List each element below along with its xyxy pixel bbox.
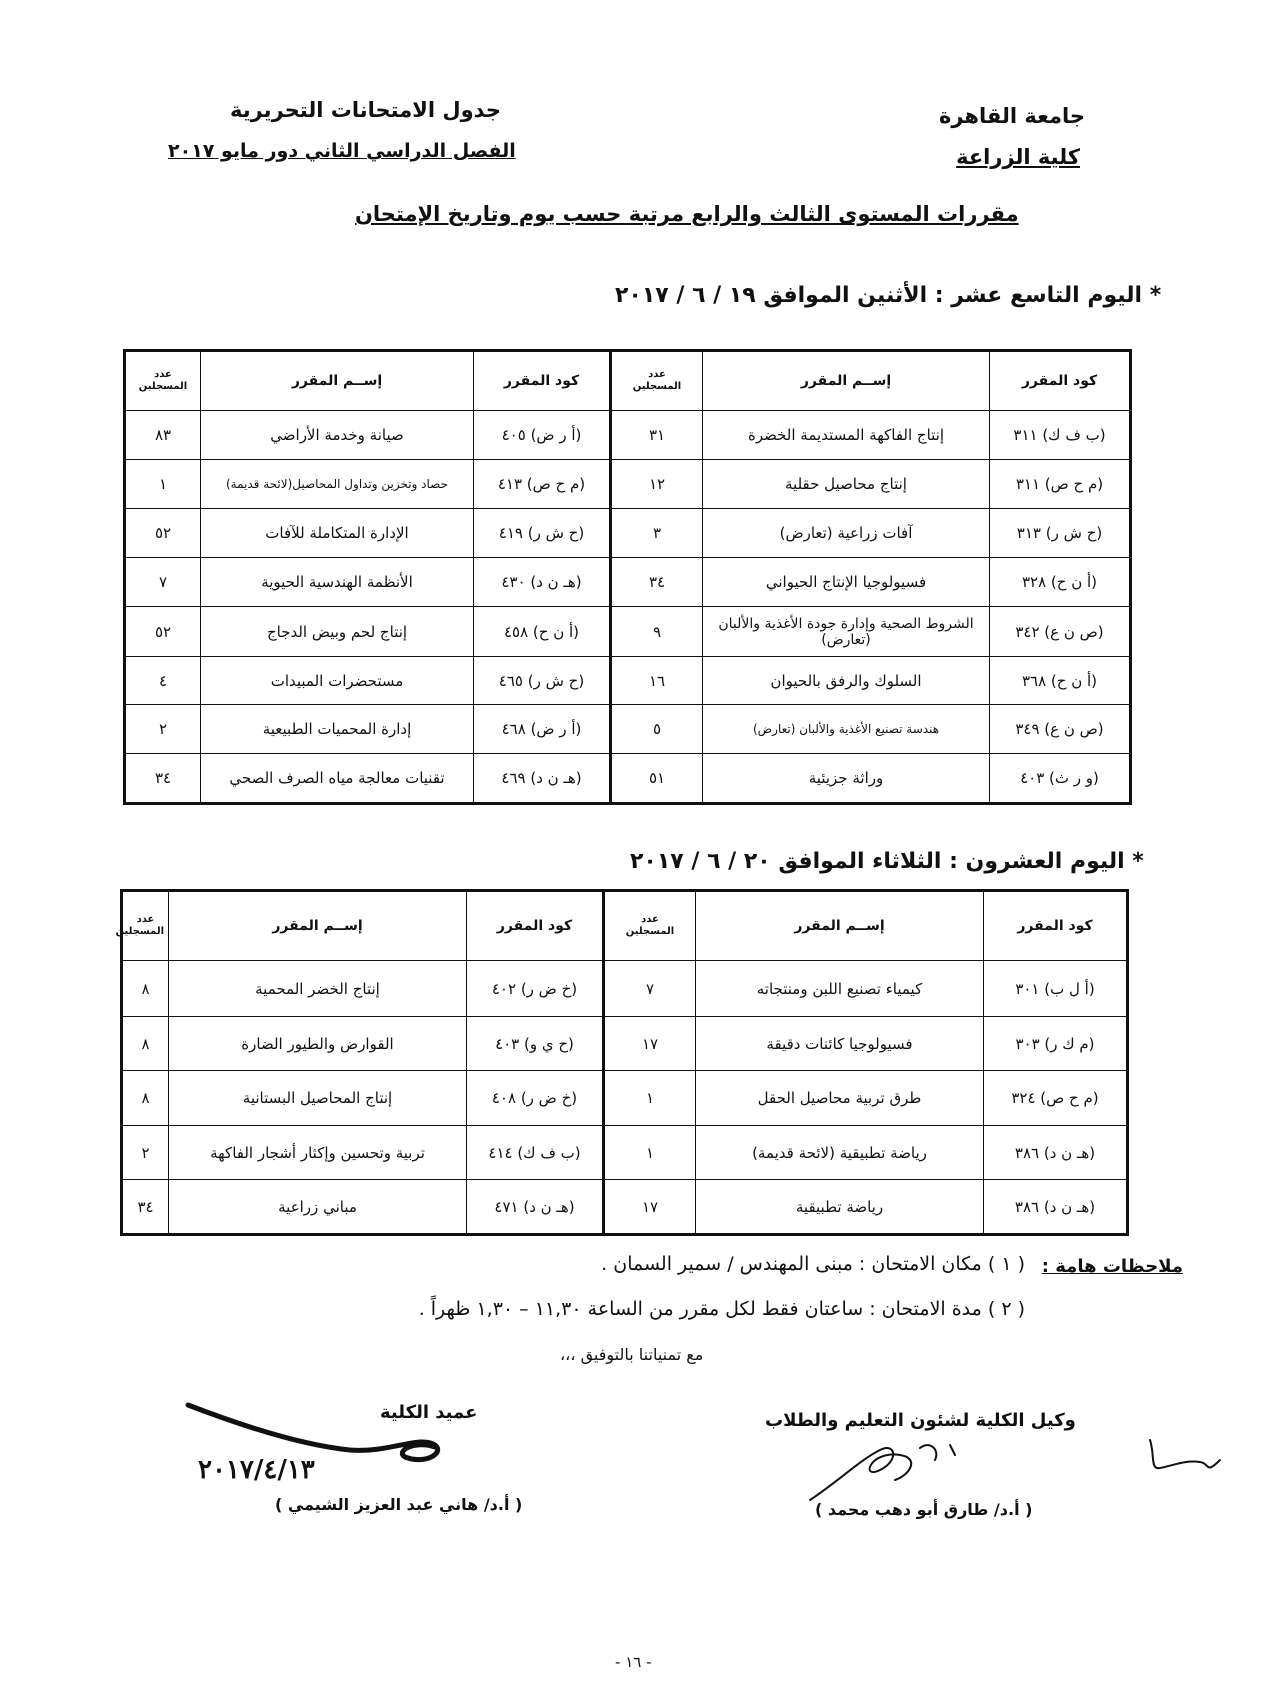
day2-title: * اليوم العشرون : الثلاثاء الموافق ٢٠ / ٦ / ٢٠١٧ — [630, 849, 1144, 874]
table-row — [125, 509, 1131, 558]
enrolled-count: ٣١ — [611, 411, 703, 460]
course-name: إنتاج لحم وبيض الدجاج — [201, 607, 474, 657]
col-count: عدد المسجلين — [604, 891, 696, 961]
table-row — [125, 754, 1131, 804]
notes-label: ملاحظات هامة : — [1041, 1256, 1183, 1277]
enrolled-count: ٤ — [125, 657, 201, 705]
day2-table — [115, 889, 1129, 1236]
faculty-name: كلية الزراعة — [956, 145, 1080, 169]
course-name: تقنيات معالجة مياه الصرف الصحي — [201, 754, 474, 804]
enrolled-count: ٨ — [122, 1017, 169, 1071]
table-row — [125, 705, 1131, 754]
enrolled-count: ٨٣ — [125, 411, 201, 460]
course-name: إنتاج محاصيل حقلية — [703, 460, 990, 509]
col-name: إســم المقرر — [169, 891, 467, 961]
course-name: هندسة تصنيع الأغذية والألبان (تعارض) — [703, 705, 990, 754]
course-code: (أ ن ح) ٣٢٨ — [990, 558, 1131, 607]
initials-signature-icon — [1140, 1430, 1240, 1490]
vice-dean-name: ( أ.د/ طارق أبو دهب محمد ) — [815, 1500, 1033, 1519]
course-name: فسيولوجيا كائنات دقيقة — [696, 1017, 984, 1071]
enrolled-count: ٨ — [122, 1071, 169, 1126]
course-code: (أ ل ب) ٣٠١ — [984, 961, 1128, 1017]
semester-label: الفصل الدراسي الثاني دور مايو ٢٠١٧ — [168, 140, 516, 162]
enrolled-count: ١ — [604, 1126, 696, 1180]
course-name: إنتاج الخضر المحمية — [169, 961, 467, 1017]
course-code: (م ك ر) ٣٠٣ — [984, 1017, 1128, 1071]
course-code: (هـ ن د) ٤٦٩ — [474, 754, 611, 804]
vice-dean-signature-icon — [800, 1430, 980, 1510]
table-row — [122, 1017, 1128, 1071]
course-code: (أ ن ح) ٣٦٨ — [990, 657, 1131, 705]
course-code: (م ح ص) ٤١٣ — [474, 460, 611, 509]
col-code: كود المقرر — [990, 351, 1131, 411]
course-name: طرق تربية محاصيل الحقل — [696, 1071, 984, 1126]
course-code: (هـ ن د) ٣٨٦ — [984, 1126, 1128, 1180]
table-row — [125, 607, 1131, 657]
enrolled-count: ٥١ — [611, 754, 703, 804]
course-name: كيمياء تصنيع اللبن ومنتجاته — [696, 961, 984, 1017]
course-name: إنتاج الفاكهة المستديمة الخضرة — [703, 411, 990, 460]
course-name: مستحضرات المبيدات — [201, 657, 474, 705]
course-name: آفات زراعية (تعارض) — [703, 509, 990, 558]
course-name: تربية وتحسين وإكثار أشجار الفاكهة — [169, 1126, 467, 1180]
course-name: وراثة جزيئية — [703, 754, 990, 804]
enrolled-count: ٢ — [122, 1126, 169, 1180]
enrolled-count: ٩ — [611, 607, 703, 657]
table-row — [125, 460, 1131, 509]
enrolled-count: ٣ — [611, 509, 703, 558]
enrolled-count: ٥ — [611, 705, 703, 754]
course-code: (خ ض ر) ٤٠٢ — [467, 961, 604, 1017]
col-code: كود المقرر — [474, 351, 611, 411]
enrolled-count: ١٧ — [604, 1180, 696, 1235]
day1-table — [123, 349, 1132, 805]
col-code: كود المقرر — [467, 891, 604, 961]
course-code: (ب ف ك) ٣١١ — [990, 411, 1131, 460]
course-name: حصاد وتخزين وتداول المحاصيل(لائحة قديمة) — [201, 460, 474, 509]
course-code: (هـ ن د) ٣٨٦ — [984, 1180, 1128, 1235]
dean-signature-icon — [180, 1395, 480, 1475]
university-name: جامعة القاهرة — [938, 104, 1085, 128]
course-code: (ص ن ع) ٣٤٢ — [990, 607, 1131, 657]
col-count: عدد المسجلين — [125, 351, 201, 411]
col-count: عدد المسجلين — [611, 351, 703, 411]
note-1: ( ١ ) مكان الامتحان : مبنى المهندس / سمير السمان . — [601, 1253, 1025, 1275]
table-row — [122, 1180, 1128, 1235]
course-code: (ص ن ع) ٣٤٩ — [990, 705, 1131, 754]
enrolled-count: ٧ — [125, 558, 201, 607]
col-name: إســم المقرر — [703, 351, 990, 411]
course-code: (خ ض ر) ٤٠٨ — [467, 1071, 604, 1126]
enrolled-count: ١ — [125, 460, 201, 509]
dean-date: ٢٠١٧/٤/١٣ — [198, 1455, 315, 1485]
enrolled-count: ٣٤ — [125, 754, 201, 804]
enrolled-count: ١٦ — [611, 657, 703, 705]
course-code: (ب ف ك) ٤١٤ — [467, 1126, 604, 1180]
col-count: عدد المسجلين — [122, 891, 169, 961]
enrolled-count: ١ — [604, 1071, 696, 1126]
course-name: السلوك والرفق بالحيوان — [703, 657, 990, 705]
schedule-title: جدول الامتحانات التحريرية — [230, 98, 501, 122]
course-code: (م ح ص) ٣٢٤ — [984, 1071, 1128, 1126]
course-name: إدارة المحميات الطبيعية — [201, 705, 474, 754]
enrolled-count: ٥٢ — [125, 607, 201, 657]
course-name: رياضة تطبيقية (لائحة قديمة) — [696, 1126, 984, 1180]
dean-title: عميد الكلية — [380, 1402, 478, 1423]
enrolled-count: ٥٢ — [125, 509, 201, 558]
course-name: الإدارة المتكاملة للآفات — [201, 509, 474, 558]
course-name: فسيولوجيا الإنتاج الحيواني — [703, 558, 990, 607]
course-code: (ح ش ر) ٤١٩ — [474, 509, 611, 558]
enrolled-count: ١٧ — [604, 1017, 696, 1071]
table-row — [122, 961, 1128, 1017]
enrolled-count: ١٢ — [611, 460, 703, 509]
table-row — [122, 1071, 1128, 1126]
course-code: (هـ ن د) ٤٧١ — [467, 1180, 604, 1235]
table-row — [125, 411, 1131, 460]
course-name: القوارض والطيور الضارة — [169, 1017, 467, 1071]
course-name: إنتاج المحاصيل البستانية — [169, 1071, 467, 1126]
vice-dean-title: وكيل الكلية لشئون التعليم والطلاب — [765, 1410, 1076, 1431]
closing-line: مع تمنياتنا بالتوفيق ،،، — [560, 1345, 704, 1364]
enrolled-count: ٣٤ — [611, 558, 703, 607]
note-2: ( ٢ ) مدة الامتحان : ساعتان فقط لكل مقرر من الساعة ١١,٣٠ – ١,٣٠ ظهراً . — [418, 1298, 1025, 1320]
col-name: إســم المقرر — [696, 891, 984, 961]
course-name: الشروط الصحية وإدارة جودة الأغذية والألبان (تعارض) — [703, 607, 990, 657]
course-code: (ح ي و) ٤٠٣ — [467, 1017, 604, 1071]
course-name: مباني زراعية — [169, 1180, 467, 1235]
course-code: (أ ن ح) ٤٥٨ — [474, 607, 611, 657]
course-code: (أ ر ض) ٤٦٨ — [474, 705, 611, 754]
table-row — [125, 558, 1131, 607]
course-code: (و ر ث) ٤٠٣ — [990, 754, 1131, 804]
enrolled-count: ٢ — [125, 705, 201, 754]
enrolled-count: ٧ — [604, 961, 696, 1017]
main-title: مقررات المستوى الثالث والرابع مرتبة حسب يوم وتاريخ الإمتحان — [355, 202, 1019, 226]
course-code: (أ ر ض) ٤٠٥ — [474, 411, 611, 460]
col-code: كود المقرر — [984, 891, 1128, 961]
col-name: إســم المقرر — [201, 351, 474, 411]
course-code: (ح ش ر) ٣١٣ — [990, 509, 1131, 558]
day1-title: * اليوم التاسع عشر : الأثنين الموافق ١٩ / ٦ / ٢٠١٧ — [615, 283, 1162, 308]
table-row — [125, 657, 1131, 705]
course-code: (ح ش ر) ٤٦٥ — [474, 657, 611, 705]
course-code: (هـ ن د) ٤٣٠ — [474, 558, 611, 607]
dean-name: ( أ.د/ هاني عبد العزيز الشيمي ) — [275, 1495, 523, 1514]
table-row — [122, 1126, 1128, 1180]
course-name: رياضة تطبيقية — [696, 1180, 984, 1235]
page-number: - ١٦ - — [615, 1653, 652, 1671]
course-name: صيانة وخدمة الأراضي — [201, 411, 474, 460]
course-code: (م ح ص) ٣١١ — [990, 460, 1131, 509]
enrolled-count: ٣٤ — [122, 1180, 169, 1235]
course-name: الأنظمة الهندسية الحيوية — [201, 558, 474, 607]
enrolled-count: ٨ — [122, 961, 169, 1017]
